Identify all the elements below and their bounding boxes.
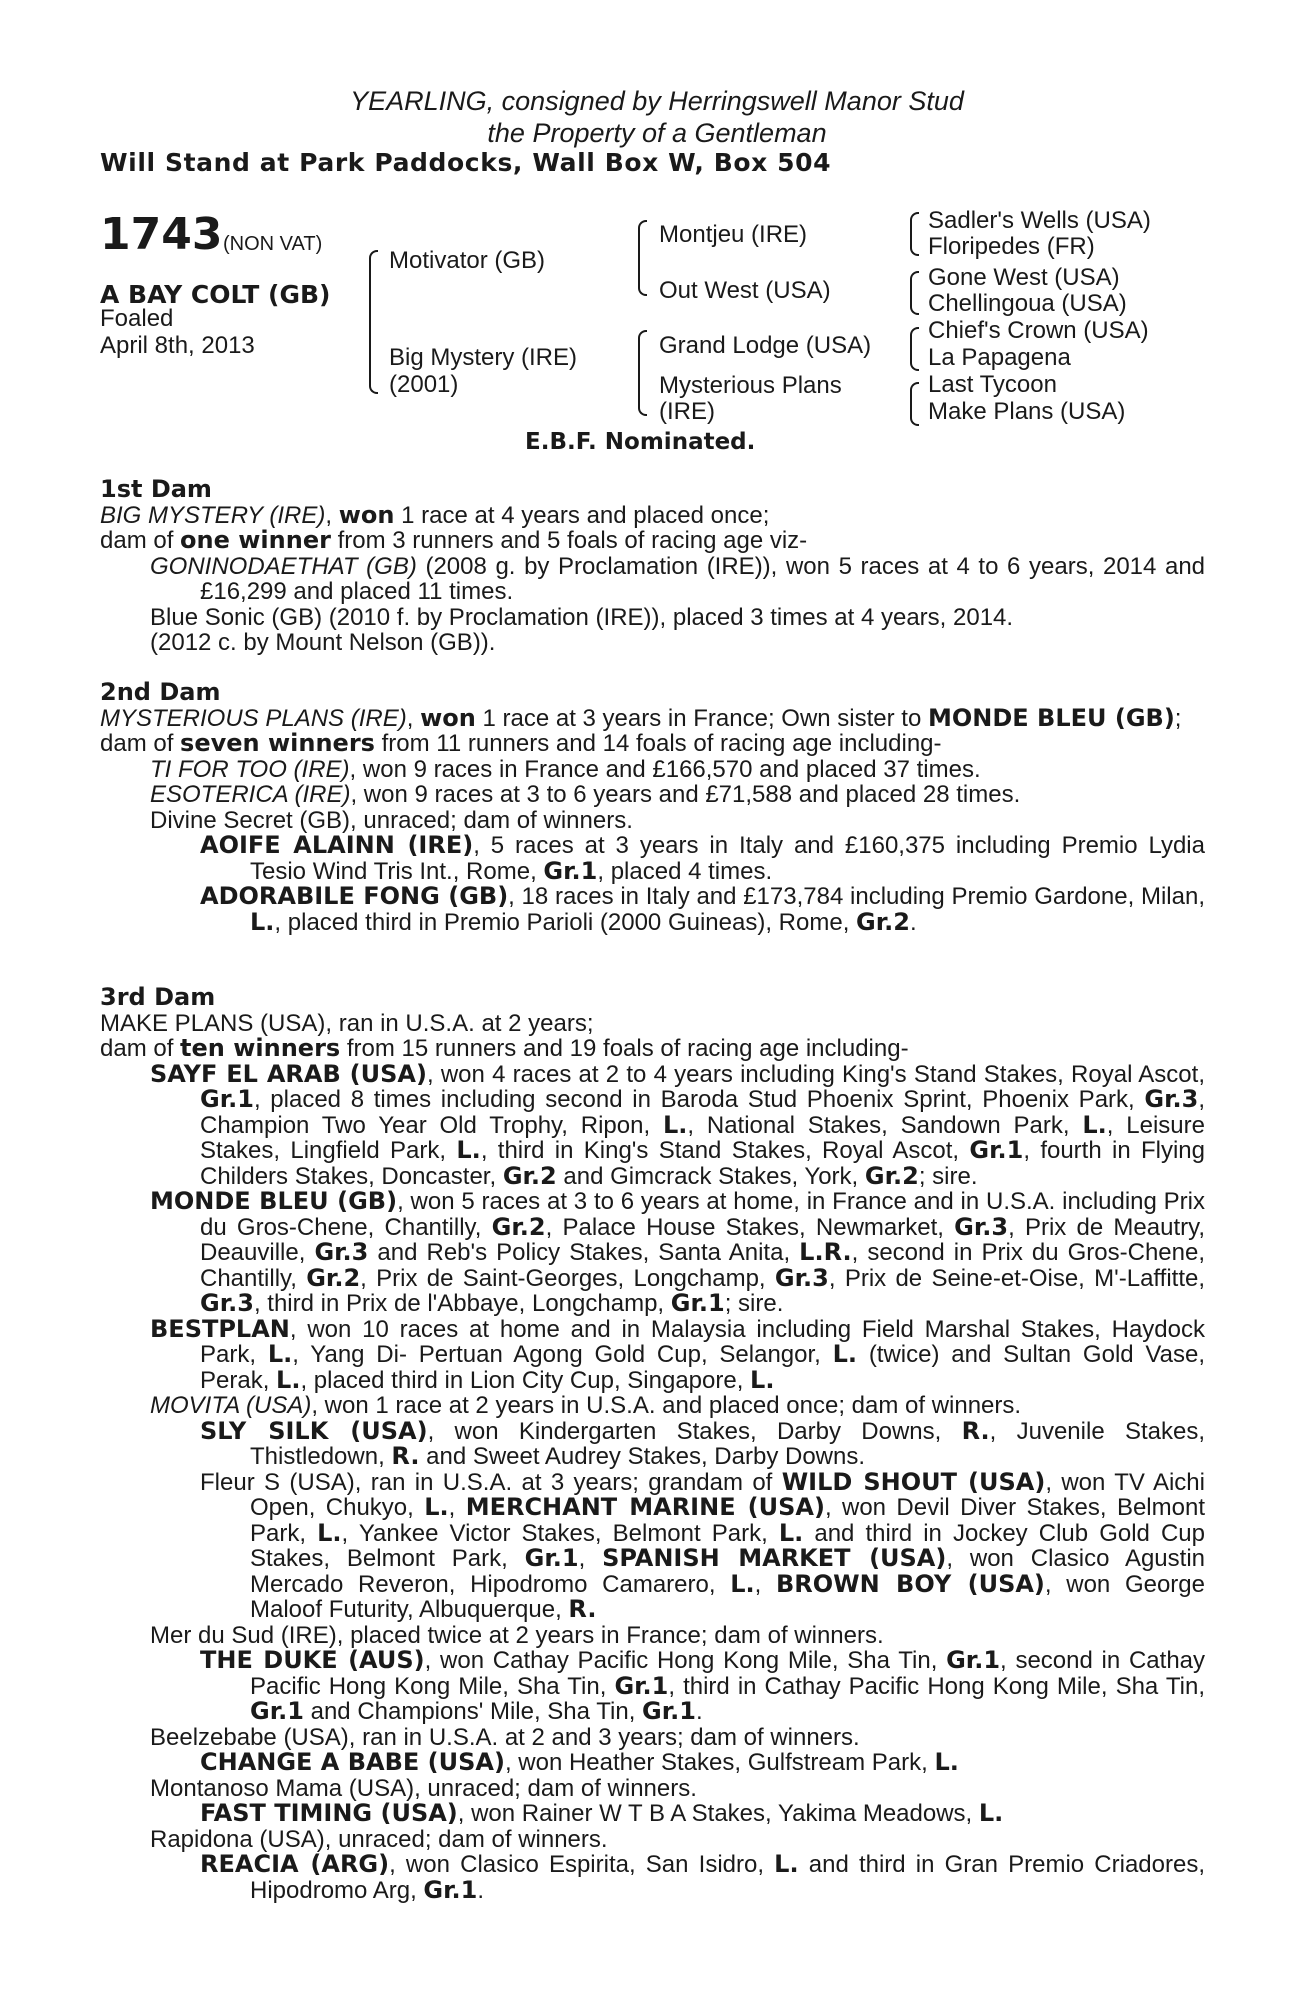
- sire: Motivator (GB): [389, 247, 546, 274]
- produce-entry: GONINODAETHAT (GB) (2008 g. by Proclamation (IRE)), won 5 races at 4 to 6 years, 2014 and £16,299 and placed 11 times.: [150, 552, 1206, 605]
- produce-entry: SLY SILK (USA), won Kindergarten Stakes, Darby Downs, R., Juvenile Stakes, Thistledown, R. and Sweet Audrey Stakes, Darby Downs.: [200, 1416, 1205, 1470]
- foaled-label: Foaled: [100, 305, 174, 332]
- ddd: Make Plans (USA): [928, 398, 1126, 425]
- third-dam-heading: 3rd Dam: [100, 983, 216, 1011]
- pedigree-brace: [910, 327, 919, 371]
- foaled-date: April 8th, 2013: [100, 332, 255, 359]
- produce-entry: MONDE BLEU (GB), won 5 races at 3 to 6 years at home, in France and in U.S.A. including Prix du Gros-Chene, Chantilly, Gr.2, Palace House Stakes, Newmarket, Gr.3, Prix de Meautry, Deauville, Gr.3 and Reb's Policy Stakes, Santa Anita, L.R., second in Prix du Gros-Chene, Chantilly, Gr.2, Prix de Saint-Georges, Longchamp, Gr.3, Prix de Seine-et-Oise, M'-Laffitte, Gr.3, third in Prix de l'Abbaye, Longchamp, Gr.1; sire.: [150, 1187, 1206, 1317]
- dam: Big Mystery (IRE): [389, 344, 578, 371]
- produce-entry: MOVITA (USA), won 1 race at 2 years in U.S.A. and placed once; dam of winners.: [150, 1392, 1022, 1419]
- pedigree-brace: [638, 330, 647, 416]
- produce-entry: THE DUKE (AUS), won Cathay Pacific Hong Kong Mile, Sha Tin, Gr.1, second in Cathay Pacific Hong Kong Mile, Sha Tin, Gr.1, third in Cathay Pacific Hong Kong Mile, Sha Tin, Gr.1 and Champions' Mile, Sha Tin, Gr.1.: [200, 1646, 1206, 1725]
- dam-sire: Grand Lodge (USA): [659, 332, 872, 359]
- header-line-3: Will Stand at Park Paddocks, Wall Box W, Box 504: [100, 148, 832, 177]
- lot-number: 1743: [100, 209, 223, 260]
- first-dam-section: [100, 477, 1205, 656]
- ebf-nominated: E.B.F. Nominated.: [525, 429, 756, 455]
- sire-dam: Out West (USA): [659, 277, 831, 304]
- produce-entry: ADORABILE FONG (GB), 18 races in Italy and £173,784 including Premio Gardone, Milan, L., placed third in Premio Parioli (2000 Guineas), Rome, Gr.2.: [200, 882, 1205, 936]
- pedigree-brace: [910, 271, 919, 315]
- pedigree-brace: [910, 382, 919, 426]
- lot-name: A BAY COLT (GB): [100, 280, 331, 309]
- dsd: La Papagena: [928, 344, 1071, 371]
- sss: Sadler's Wells (USA): [928, 207, 1151, 234]
- produce-entry: Montanoso Mama (USA), unraced; dam of winners.: [150, 1774, 697, 1802]
- header-line-2: the Property of a Gentleman: [487, 118, 827, 148]
- dam-dam-country: (IRE): [659, 398, 715, 425]
- dam-year: (2001): [389, 371, 459, 398]
- third-dam-record: MAKE PLANS (USA), ran in U.S.A. at 2 years;: [100, 1009, 594, 1037]
- sdd: Chellingoua (USA): [928, 290, 1127, 317]
- produce-entry: Mer du Sud (IRE), placed twice at 2 years in France; dam of winners.: [150, 1621, 884, 1649]
- header-line-1: YEARLING, consigned by Herringswell Manor Stud: [350, 86, 964, 116]
- pedigree-brace: [369, 250, 378, 394]
- pedigree-brace: [910, 212, 919, 256]
- sds: Gone West (USA): [928, 264, 1120, 291]
- second-dam-heading: 2nd Dam: [100, 678, 221, 706]
- produce-entry: Divine Secret (GB), unraced; dam of winners.: [150, 806, 633, 834]
- produce-entry: ESOTERICA (IRE), won 9 races at 3 to 6 years and £71,588 and placed 28 times.: [150, 781, 1021, 808]
- third-dam-produce-summary: dam of ten winners from 15 runners and 19 foals of racing age including-: [100, 1034, 909, 1062]
- produce-entry: TI FOR TOO (IRE), won 9 races in France and £166,570 and placed 37 times.: [150, 755, 981, 783]
- second-dam-section: [100, 680, 1205, 935]
- dam-dam: Mysterious Plans: [659, 372, 842, 399]
- dds: Last Tycoon: [928, 371, 1057, 398]
- produce-entry: REACIA (ARG), won Clasico Espirita, San Isidro, L. and third in Gran Premio Criadores, Hipodromo Arg, Gr.1.: [200, 1850, 1205, 1904]
- produce-entry: FAST TIMING (USA), won Rainer W T B A Stakes, Yakima Meadows, L.: [200, 1799, 1004, 1827]
- third-dam-section: [100, 985, 1205, 1903]
- produce-entry: BESTPLAN, won 10 races at home and in Malaysia including Field Marshal Stakes, Haydock Park, L., Yang Di- Pertuan Agong Gold Cup, Selangor, L. (twice) and Sultan Gold Vase, Perak, L., placed third in Lion City Cup, Singapore, L.: [150, 1314, 1205, 1394]
- first-dam-produce-summary: dam of one winner from 3 runners and 5 foals of racing age viz-: [100, 526, 808, 554]
- produce-entry: AOIFE ALAINN (IRE), 5 races at 3 years in Italy and £160,375 including Premio Lydia Tesio Wind Tris Int., Rome, Gr.1, placed 4 times.: [200, 831, 1205, 885]
- produce-entry: CHANGE A BABE (USA), won Heather Stakes, Gulfstream Park, L.: [200, 1748, 959, 1776]
- second-dam-produce-summary: dam of seven winners from 11 runners and 14 foals of racing age including-: [100, 729, 942, 757]
- produce-entry: SAYF EL ARAB (USA), won 4 races at 2 to 4 years including King's Stand Stakes, Royal Ascot, Gr.1, placed 8 times including second in Baroda Stud Phoenix Sprint, Phoenix Park, Gr.3, Champion Two Year Old Trophy, Ripon, L., National Stakes, Sandown Park, L., Leisure Stakes, Lingfield Park, L., third in King's Stand Stakes, Royal Ascot, Gr.1, fourth in Flying Childers Stakes, Doncaster, Gr.2 and Gimcrack Stakes, York, Gr.2; sire.: [150, 1059, 1206, 1190]
- vat-status: (NON VAT): [223, 233, 323, 255]
- pedigree-brace: [638, 220, 647, 296]
- produce-entry: Rapidona (USA), unraced; dam of winners.: [150, 1825, 608, 1853]
- ssd: Floripedes (FR): [928, 233, 1095, 260]
- second-dam-record: MYSTERIOUS PLANS (IRE), won 1 race at 3 years in France; Own sister to MONDE BLEU (GB);: [100, 703, 1182, 732]
- produce-entry: (2012 c. by Mount Nelson (GB)).: [150, 629, 496, 656]
- produce-entry: Beelzebabe (USA), ran in U.S.A. at 2 and 3 years; dam of winners.: [150, 1723, 860, 1751]
- dss: Chief's Crown (USA): [928, 317, 1149, 344]
- produce-entry: Blue Sonic (GB) (2010 f. by Proclamation (IRE)), placed 3 times at 4 years, 2014.: [150, 603, 1014, 631]
- first-dam-heading: 1st Dam: [100, 475, 212, 503]
- first-dam-record: BIG MYSTERY (IRE), won 1 race at 4 years and placed once;: [100, 500, 770, 529]
- produce-entry: Fleur S (USA), ran in U.S.A. at 3 years; grandam of WILD SHOUT (USA), won TV Aichi Open, Chukyo, L., MERCHANT MARINE (USA), won Devil Diver Stakes, Belmont Park, L., Yankee Victor Stakes, Belmont Park, L. and third in Jockey Club Gold Cup Stakes, Belmont Park, Gr.1, SPANISH MARKET (USA), won Clasico Agustin Mercado Reveron, Hipodromo Camarero, L., BROWN BOY (USA), won George Maloof Futurity, Albuquerque, R.: [200, 1467, 1205, 1623]
- sire-sire: Montjeu (IRE): [659, 221, 808, 248]
